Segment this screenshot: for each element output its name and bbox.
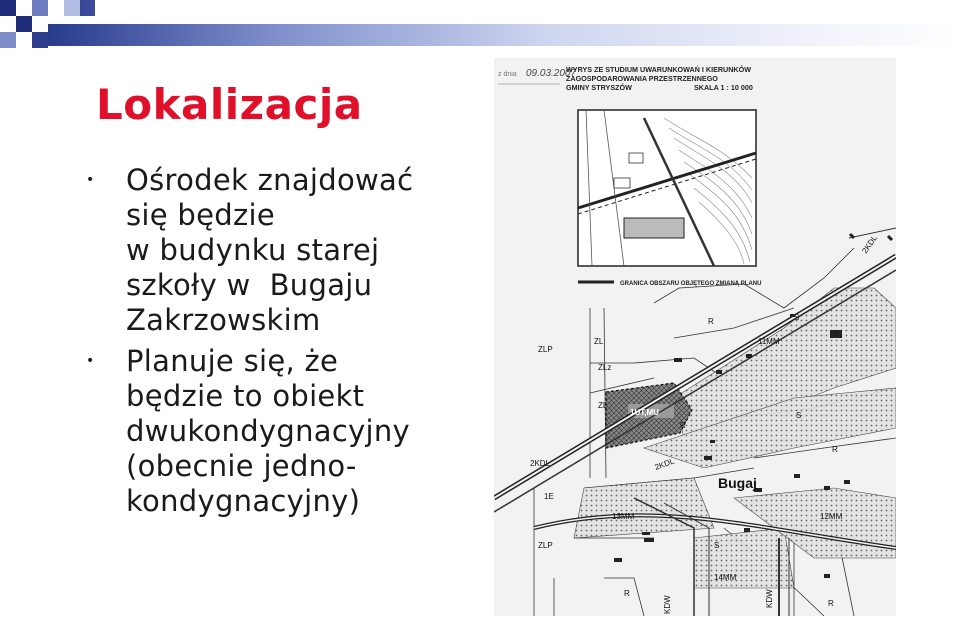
map-label: ZLz (598, 363, 612, 372)
map-label: 11MM (758, 337, 780, 346)
map-label: S (714, 541, 720, 550)
map-label: R (708, 317, 714, 326)
decor-square (32, 16, 48, 32)
bullet-line: Zakrzowskim (126, 303, 321, 337)
map-label: 2KDL (530, 459, 551, 468)
decor-square (32, 0, 48, 16)
bullet-line: dwukondygnacyjny (126, 414, 411, 448)
map-label: S (796, 411, 802, 420)
bullet-line: w budynku starej (126, 233, 380, 267)
decor-square (16, 32, 32, 48)
bullet-line: (obecnie jedno- (126, 449, 357, 483)
bullet-dot-icon: • (86, 353, 95, 369)
inset-caption: GRANICA OBSZARU OBJĘTEGO ZMIANĄ PLANU (620, 281, 762, 287)
decor-square (16, 16, 32, 32)
map-label: R (828, 599, 834, 608)
map-label: ZLP (538, 345, 553, 354)
bullet-item-plan (86, 344, 486, 519)
map-header-line: WYRYS ZE STUDIUM UWARUNKOWAŃ I KIERUNKÓW (566, 65, 752, 74)
map-label: 14MM (714, 573, 737, 582)
bullet-line: Ośrodek znajdować (126, 163, 414, 197)
map-label: ZLP (538, 541, 553, 550)
decor-square (16, 0, 32, 16)
map-label: R (680, 421, 686, 430)
map-label: ZL (594, 337, 604, 346)
map-stamp-text: z dnia (498, 71, 517, 78)
decor-square (48, 0, 64, 16)
map-label: R (832, 445, 838, 454)
map-label: KDW (663, 595, 672, 614)
map-label: 2KDL (653, 456, 676, 472)
map-label: S (794, 313, 800, 322)
header-gradient-strip (48, 24, 960, 46)
map-date-handwritten: 09.03.2007 (526, 68, 577, 79)
map-label: 2KDL (860, 233, 880, 256)
inset-map (578, 110, 756, 266)
map-label: 12MM (820, 512, 843, 521)
bullet-line: się będzie (126, 198, 276, 232)
decor-square (0, 16, 16, 32)
header-band-mask (95, 0, 960, 16)
bullet-line: kondygnacyjny) (126, 484, 361, 518)
bullet-list (86, 163, 486, 525)
map-label: Bugaj (718, 475, 757, 491)
map-label: KDW (765, 589, 774, 608)
map-label: 1UT,MU (630, 408, 659, 417)
map-label: R (624, 589, 630, 598)
bullet-line: będzie to obiekt (126, 379, 365, 413)
zoning-map-image (494, 58, 896, 616)
map-header-line: ZAGOSPODAROWANIA PRZESTRZENNEGO (566, 74, 718, 83)
bullet-line: szkoły w Bugaju (126, 268, 373, 302)
map-label: 1E (544, 492, 554, 501)
decor-square (0, 0, 16, 16)
map-header-line: SKALA 1 : 10 000 (694, 83, 753, 92)
map-header-line: GMINY STRYSZÓW (566, 83, 632, 92)
decor-square (32, 32, 48, 48)
map-label: 13MM (612, 512, 635, 521)
bullet-item-location (86, 163, 486, 338)
bullet-dot-icon: • (86, 172, 95, 188)
map-label: ZL (598, 401, 608, 410)
decor-square (64, 0, 80, 16)
slide-title: Lokalizacja (96, 80, 363, 129)
bullet-line: Planuje się, że (126, 344, 339, 378)
decor-square (0, 32, 16, 48)
